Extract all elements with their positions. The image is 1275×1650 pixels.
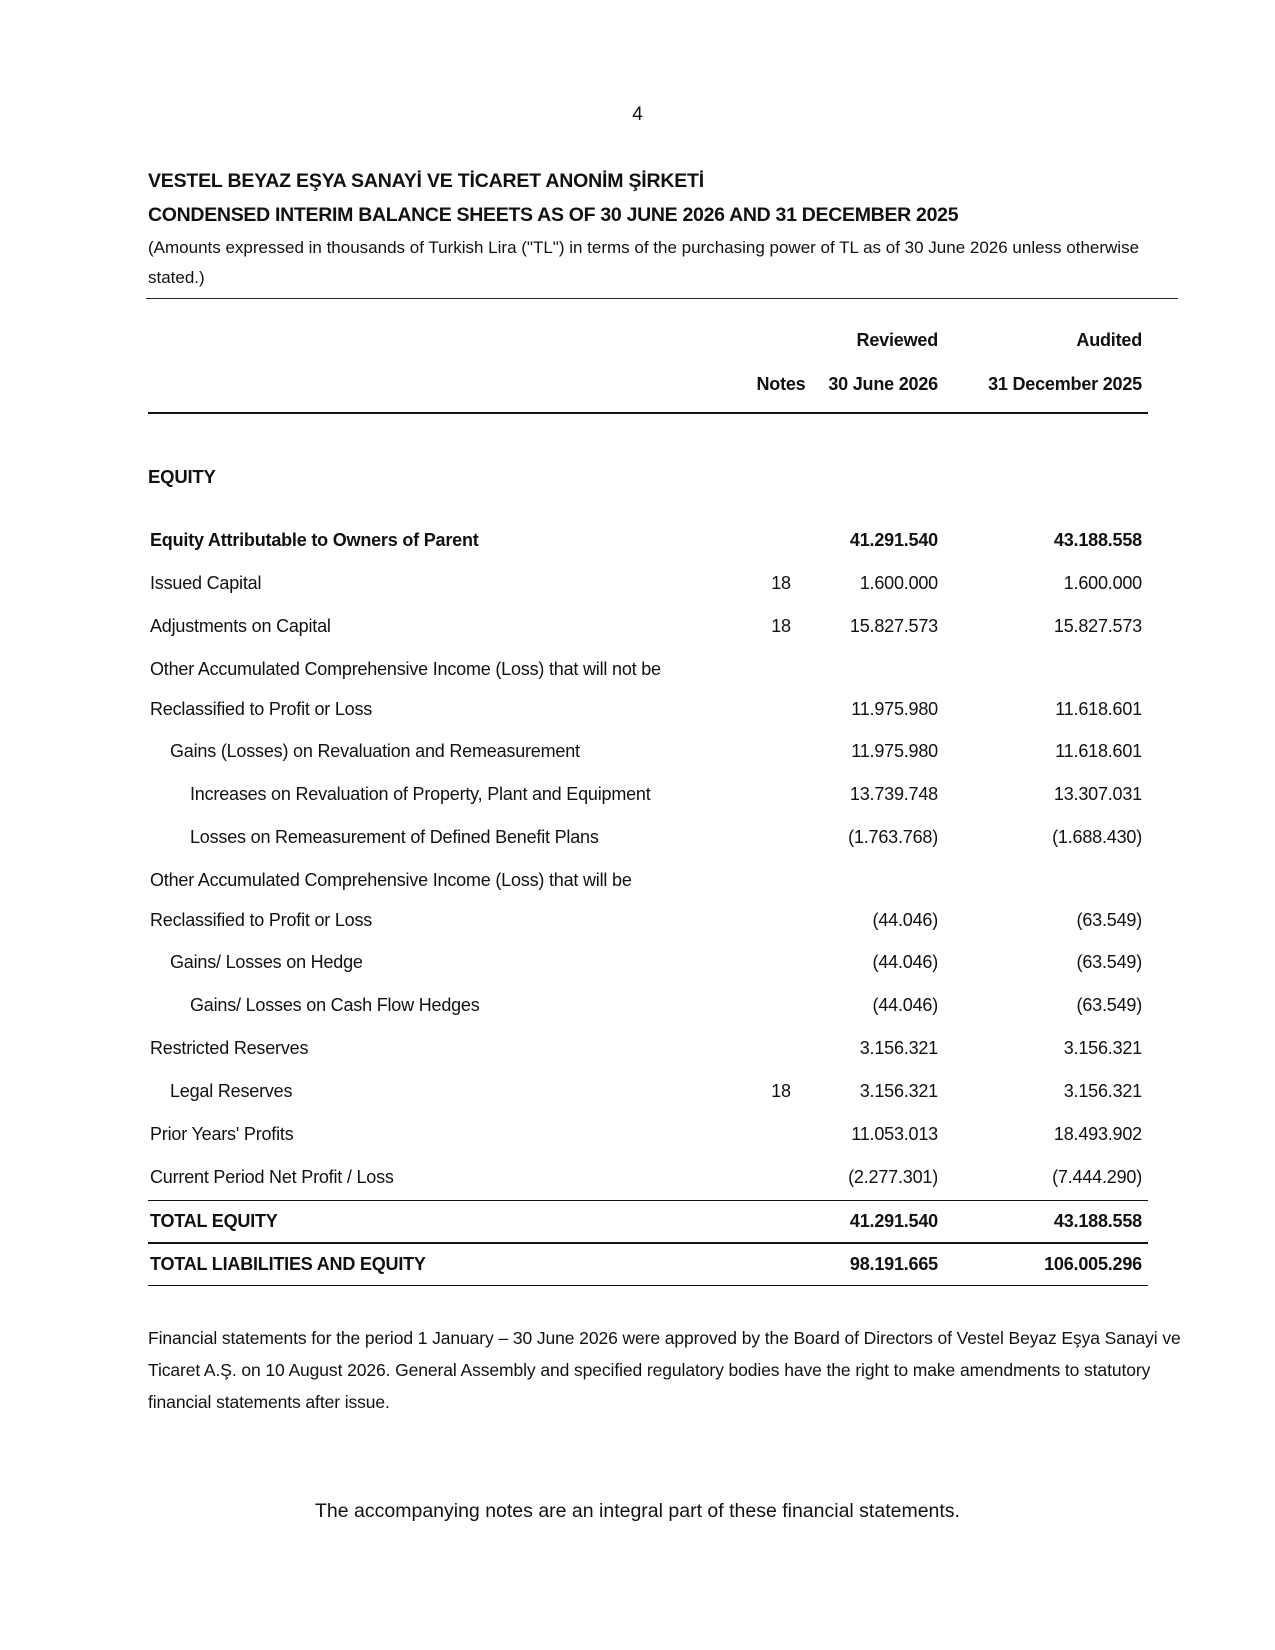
row-value-2026: 13.739.748 [849,784,938,804]
row-value-2026: 98.191.665 [849,1254,938,1274]
table-row [148,1157,1148,1200]
table-row [148,774,1148,817]
page-number: 4 [632,104,643,125]
row-value-2025: (1.688.430) [1052,827,1142,847]
row-value-2026: 11.975.980 [851,741,938,761]
row-note: 18 [771,1081,791,1101]
row-note: 18 [771,573,791,593]
section-title: EQUITY [148,466,216,487]
row-label: Losses on Remeasurement of Defined Benefit Plans [190,827,599,847]
row-value-2026: (44.046) [872,910,938,930]
row-value-2025: 3.156.321 [1063,1081,1142,1101]
table-row [148,900,1148,942]
row-label: Reclassified to Profit or Loss [150,910,373,930]
row-value-2025: 11.618.601 [1055,699,1142,719]
row-value-2026: 41.291.540 [849,530,938,550]
row-value-2026: (2.277.301) [848,1167,938,1187]
row-value-2026: 15.827.573 [849,616,938,636]
row-value-2025: 3.156.321 [1063,1038,1142,1058]
table-row [148,942,1148,985]
table-row [148,1071,1148,1114]
row-label: Adjustments on Capital [150,616,331,636]
row-value-2025: 43.188.558 [1053,1211,1142,1231]
reviewed-header: Reviewed [856,330,938,350]
document-header [148,170,1188,293]
row-label: Gains/ Losses on Cash Flow Hedges [190,995,480,1015]
table-row [148,563,1148,606]
row-label: Issued Capital [150,573,262,593]
row-value-2026: 3.156.321 [859,1081,938,1101]
row-value-2026: 41.291.540 [849,1211,938,1231]
statement-subtitle: (Amounts expressed in thousands of Turkish Lira ("TL") in terms of the purchasing power of TL as of 30 June 2026 unless otherwise stated.) [148,238,1140,287]
row-label: Other Accumulated Comprehensive Income (Loss) that will be [150,870,632,890]
row-label: Restricted Reserves [150,1038,309,1058]
table-row [148,606,1148,649]
table-row [148,649,1148,689]
table-row [148,731,1148,774]
row-value-2025: 11.618.601 [1055,741,1142,761]
company-name: VESTEL BEYAZ EŞYA SANAYİ VE TİCARET ANONİM ŞİRKETİ [148,170,704,192]
row-value-2025: (63.549) [1076,995,1142,1015]
row-label: Reclassified to Profit or Loss [150,699,373,719]
row-label: Other Accumulated Comprehensive Income (Loss) that will not be [150,659,661,679]
row-value-2026: 3.156.321 [859,1038,938,1058]
table-row [148,1028,1148,1071]
row-label: Gains (Losses) on Revaluation and Remeasurement [170,741,580,761]
row-note: 18 [771,616,791,636]
table-row [148,1114,1148,1157]
audited-header: Audited [1076,330,1142,350]
table-row [148,689,1148,731]
total-liabilities-equity-row [148,1244,1148,1286]
row-value-2025: 15.827.573 [1053,616,1142,636]
row-label: TOTAL LIABILITIES AND EQUITY [150,1254,426,1274]
approval-paragraph: Financial statements for the period 1 January – 30 June 2026 were approved by the Board of Directors of Vestel Beyaz Eşya Sanayi ve Ticaret A.Ş. on 10 August 2026. General Assembly and specified regulatory bodies have the right to make amendments to statutory financial statements after issue. [148,1328,1181,1412]
footer-note: The accompanying notes are an integral part of these financial statements. [315,1500,960,1522]
row-value-2026: (44.046) [872,952,938,972]
row-value-2025: (63.549) [1076,910,1142,930]
table-row [148,520,1148,563]
row-label: Gains/ Losses on Hedge [170,952,363,972]
prior-date-header: 31 December 2025 [988,374,1142,394]
column-header [148,320,1148,414]
row-value-2026: (1.763.768) [848,827,938,847]
balance-sheet-table [148,320,1148,1286]
row-value-2025: 1.600.000 [1063,573,1142,593]
row-value-2026: 11.053.013 [851,1124,938,1144]
row-value-2025: (7.444.290) [1052,1167,1142,1187]
row-label: Legal Reserves [170,1081,293,1101]
statement-title: CONDENSED INTERIM BALANCE SHEETS AS OF 30 JUNE 2026 AND 31 DECEMBER 2025 [148,204,959,226]
row-value-2025: 43.188.558 [1053,530,1142,550]
notes-header: Notes [756,374,806,394]
row-value-2025: 13.307.031 [1053,784,1142,804]
row-value-2025: (63.549) [1076,952,1142,972]
row-value-2025: 106.005.296 [1044,1254,1142,1274]
row-value-2026: (44.046) [872,995,938,1015]
row-label: Equity Attributable to Owners of Parent [150,530,479,550]
header-divider [146,298,1178,299]
total-equity-row [148,1200,1148,1244]
row-label: Prior Years' Profits [150,1124,294,1144]
row-value-2026: 1.600.000 [859,573,938,593]
row-value-2026: 11.975.980 [851,699,938,719]
table-row [148,817,1148,860]
table-row [148,860,1148,900]
table-row [148,985,1148,1028]
row-value-2025: 18.493.902 [1053,1124,1142,1144]
row-label: Increases on Revaluation of Property, Plant and Equipment [190,784,651,804]
row-label: TOTAL EQUITY [150,1211,278,1231]
period-date-header: 30 June 2026 [828,374,938,394]
row-label: Current Period Net Profit / Loss [150,1167,394,1187]
